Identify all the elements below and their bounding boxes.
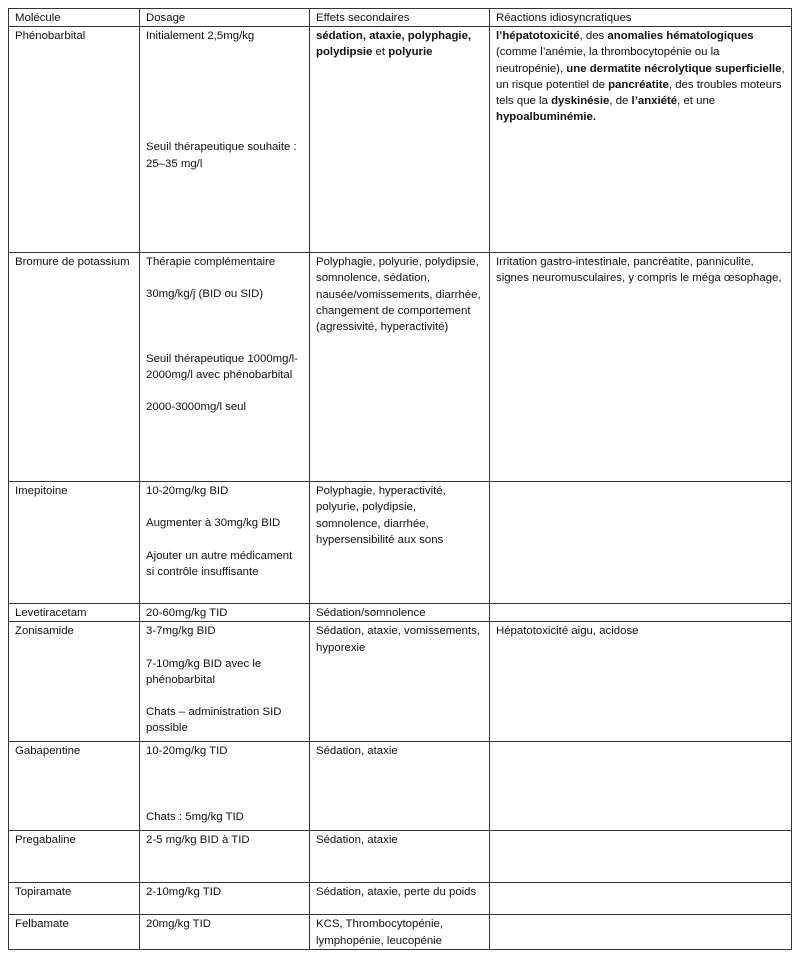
dosage-line: Chats : 5mg/kg TID [146, 810, 244, 823]
table-row [9, 883, 792, 915]
table-row [9, 915, 792, 949]
reaction-bold: une dermatite nécrolytique superficielle [566, 62, 782, 75]
cell-reactions: Irritation gastro-intestinale, pancréatite, panniculite, signes neuromusculaires, y compris le méga œsophage, [490, 253, 792, 482]
cell-effets: Sédation, ataxie [310, 831, 490, 883]
cell-reactions [490, 27, 792, 253]
cell-dosage [140, 622, 310, 742]
drug-table [8, 8, 792, 950]
reaction-text: , et une [677, 95, 716, 108]
cell-dosage [140, 27, 310, 253]
cell-effets: KCS, Thrombocytopénie, lymphopénie, leucopénie [310, 915, 490, 949]
reaction-bold: anomalies hématologiques [607, 30, 754, 43]
cell-reactions [490, 482, 792, 604]
cell-molecule: Topiramate [9, 883, 140, 915]
dosage-line: Seuil thérapeutique souhaite : 25–35 mg/l [146, 141, 297, 170]
cell-dosage [140, 253, 310, 482]
header-row [9, 9, 792, 27]
reaction-bold: pancréatite [608, 78, 669, 91]
dosage-line: Seuil thérapeutique 1000mg/l-2000mg/l avec phénobarbital [146, 352, 298, 381]
effets-text: et [372, 46, 389, 59]
cell-effets: Sédation, ataxie [310, 742, 490, 831]
header-reactions: Réactions idiosyncratiques [490, 9, 792, 27]
cell-molecule: Imepitoine [9, 482, 140, 604]
cell-effets: Polyphagie, polyurie, polydipsie, somnolence, sédation, nausée/vomissements, diarrhée, changement de comportement (agressivité, hyperactivité) [310, 253, 490, 482]
cell-reactions [490, 915, 792, 949]
cell-molecule: Pregabaline [9, 831, 140, 883]
cell-reactions: Hépatotoxicité aigu, acidose [490, 622, 792, 742]
reaction-text: (comme l’anémie, la thrombocytopénie ou la neutropénie), [496, 46, 720, 75]
table-row [9, 604, 792, 622]
cell-dosage [140, 883, 310, 915]
reaction-bold: hypoalbuminémie. [496, 111, 597, 124]
table-row [9, 742, 792, 831]
cell-molecule: Phénobarbital [9, 27, 140, 253]
reaction-text: , des troubles moteurs tels que la [496, 78, 782, 108]
effets-bold: polyurie [388, 46, 433, 59]
cell-molecule: Levetiracetam [9, 604, 140, 622]
reaction-bold: dyskinésie [551, 95, 610, 108]
dosage-line: Ajouter un autre médicament si contrôle insuffisante [146, 549, 293, 578]
header-dosage: Dosage [140, 9, 310, 27]
dosage-line: 3-7mg/kg BID [146, 625, 216, 638]
dosage-line: 2000-3000mg/l seul [146, 401, 247, 414]
cell-dosage [140, 742, 310, 831]
cell-effets: Sédation, ataxie, vomissements, hyporexie [310, 622, 490, 742]
dosage-line: 30mg/kg/j (BID ou SID) [146, 288, 264, 301]
table-row [9, 482, 792, 604]
dosage-line: Chats – administration SID possible [146, 706, 282, 735]
cell-reactions [490, 604, 792, 622]
reaction-text: , de [609, 95, 632, 108]
reaction-text: , des [579, 30, 608, 43]
cell-effets: Sédation, ataxie, perte du poids [310, 883, 490, 915]
cell-dosage [140, 831, 310, 883]
cell-reactions [490, 742, 792, 831]
cell-dosage [140, 482, 310, 604]
dosage-line: 20-60mg/kg TID [146, 607, 228, 620]
dosage-line: 10-20mg/kg BID [146, 485, 229, 498]
cell-molecule: Bromure de potassium [9, 253, 140, 482]
dosage-line: 10-20mg/kg TID [146, 745, 228, 758]
dosage-line: Initialement 2,5mg/kg [146, 30, 255, 43]
header-effets: Effets secondaires [310, 9, 490, 27]
reaction-bold: l’anxiété [631, 95, 678, 108]
cell-reactions [490, 831, 792, 883]
cell-effets: Sédation/somnolence [310, 604, 490, 622]
cell-molecule: Gabapentine [9, 742, 140, 831]
dosage-line: Thérapie complémentaire [146, 256, 276, 269]
table-row [9, 27, 792, 253]
cell-effets: Polyphagie, hyperactivité, polyurie, polydipsie, somnolence, diarrhée, hypersensibilité aux sons [310, 482, 490, 604]
reaction-bold: l’hépatotoxicité [496, 30, 580, 43]
cell-reactions [490, 883, 792, 915]
dosage-line: Augmenter à 30mg/kg BID [146, 517, 281, 530]
dosage-line: 2-10mg/kg TID [146, 886, 222, 899]
cell-effets [310, 27, 490, 253]
table-row [9, 622, 792, 742]
cell-molecule: Felbamate [9, 915, 140, 949]
effets-bold: sédation, ataxie, polyphagie, polydipsie [316, 30, 472, 59]
table-row [9, 253, 792, 482]
cell-dosage [140, 915, 310, 949]
cell-molecule: Zonisamide [9, 622, 140, 742]
cell-dosage [140, 604, 310, 622]
reaction-text: , un risque potentiel de [496, 62, 785, 91]
dosage-line: 7-10mg/kg BID avec le phénobarbital [146, 657, 262, 686]
table-row [9, 831, 792, 883]
dosage-line: 2-5 mg/kg BID à TID [146, 834, 250, 847]
header-molecule: Molécule [9, 9, 140, 27]
dosage-line: 20mg/kg TID [146, 918, 211, 931]
